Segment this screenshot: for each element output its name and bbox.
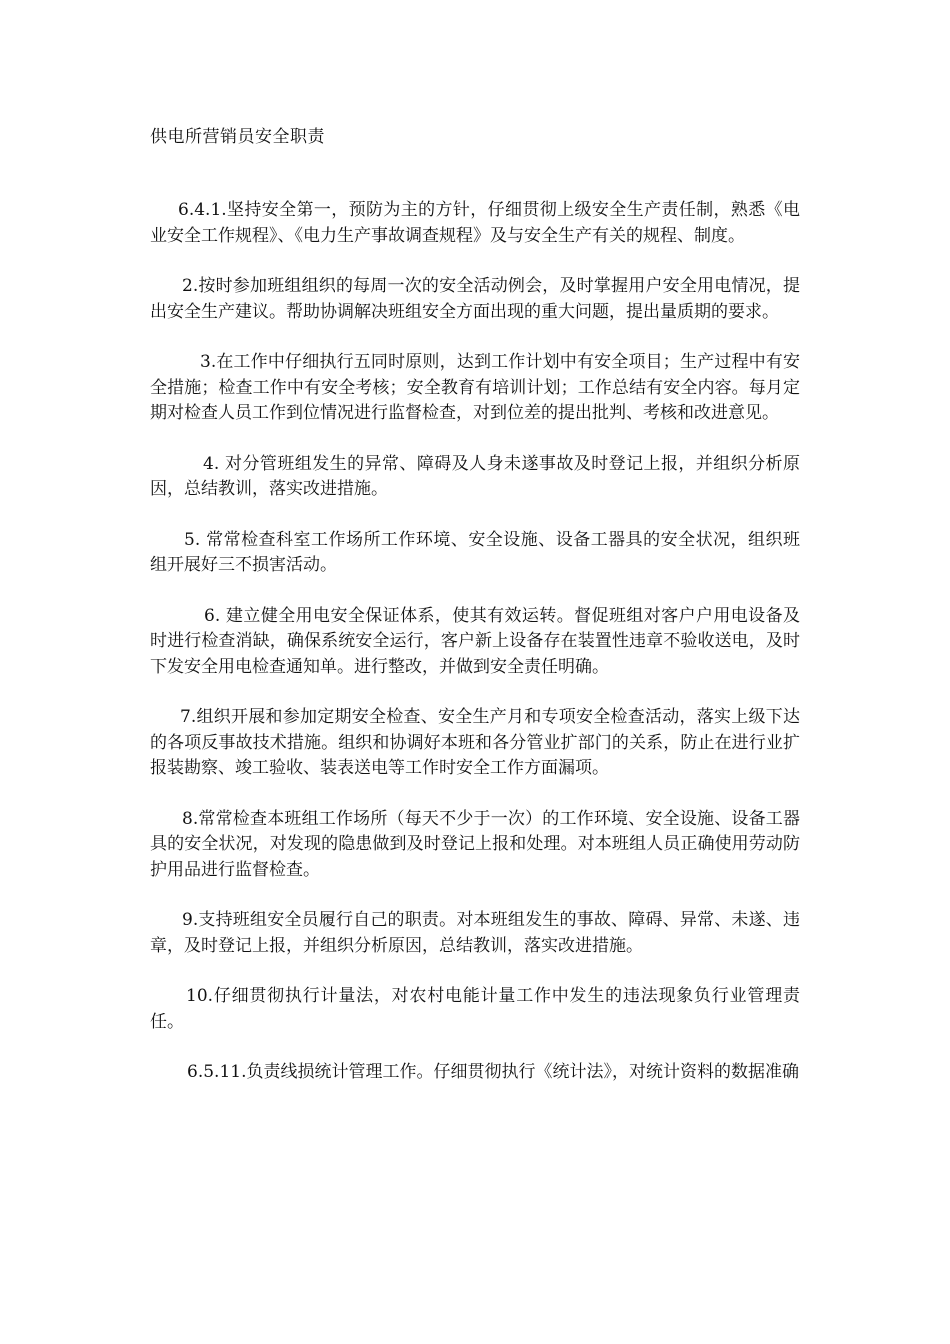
paragraph-2: 2.按时参加班组组织的每周一次的安全活动例会，及时掌握用户安全用电情况，提出安全生产建议。帮助协调解决班组安全方面出现的重大问题，提出量质期的要求。 <box>150 276 800 322</box>
paragraph-10: 10.仔细贯彻执行计量法，对农村电能计量工作中发生的违法现象负行业管理责任。 <box>150 986 800 1032</box>
paragraph-3: 3.在工作中仔细执行五同时原则，达到工作计划中有安全项目；生产过程中有安全措施；检查工作中有安全考核；安全教育有培训计划；工作总结有安全内容。每月定期对检查人员工作到位情况进行监督检查，对到位差的提出批判、考核和改进意见。 <box>150 352 800 423</box>
paragraph-5: 5. 常常检查科室工作场所工作环境、安全设施、设备工器具的安全状况，组织班组开展好三不损害活动。 <box>150 529 800 575</box>
paragraph-4: 4. 对分管班组发生的异常、障碍及人身未遂事故及时登记上报，并组织分析原因，总结教训，落实改进措施。 <box>150 453 800 499</box>
paragraph-6-4-1: 6.4.1.坚持安全第一，预防为主的方针，仔细贯彻上级安全生产责任制，熟悉《电业安全工作规程》、《电力生产事故调查规程》及与安全生产有关的规程、制度。 <box>150 200 800 246</box>
paragraph-9: 9.支持班组安全员履行自己的职责。对本班组发生的事故、障碍、异常、未遂、违章，及时登记上报，并组织分析原因，总结教训，落实改进措施。 <box>150 910 800 956</box>
document-title: 供电所营销员安全职责 <box>150 127 325 147</box>
paragraph-8: 8.常常检查本班组工作场所（每天不少于一次）的工作环境、安全设施、设备工器具的安全状况，对发现的隐患做到及时登记上报和处理。对本班组人员正确使用劳动防护用品进行监督检查。 <box>150 808 800 880</box>
document-body <box>150 198 800 1086</box>
paragraph-6-5-11: 6.5.11.负责线损统计管理工作。仔细贯彻执行《统计法》，对统计资料的数据准确 <box>187 1062 799 1082</box>
paragraph-6: 6. 建立健全用电安全保证体系，使其有效运转。督促班组对客户户用电设备及时进行检查消缺，确保系统安全运行，客户新上设备存在装置性违章不验收送电，及时下发安全用电检查通知单。进行整改，并做到安全责任明确。 <box>150 605 800 677</box>
paragraph-7: 7.组织开展和参加定期安全检查、安全生产月和专项安全检查活动，落实上级下达的各项反事故技术措施。组织和协调好本班和各分管业扩部门的关系，防止在进行业扩报装勘察、竣工验收、装表送电等工作时安全工作方面漏项。 <box>150 707 800 778</box>
